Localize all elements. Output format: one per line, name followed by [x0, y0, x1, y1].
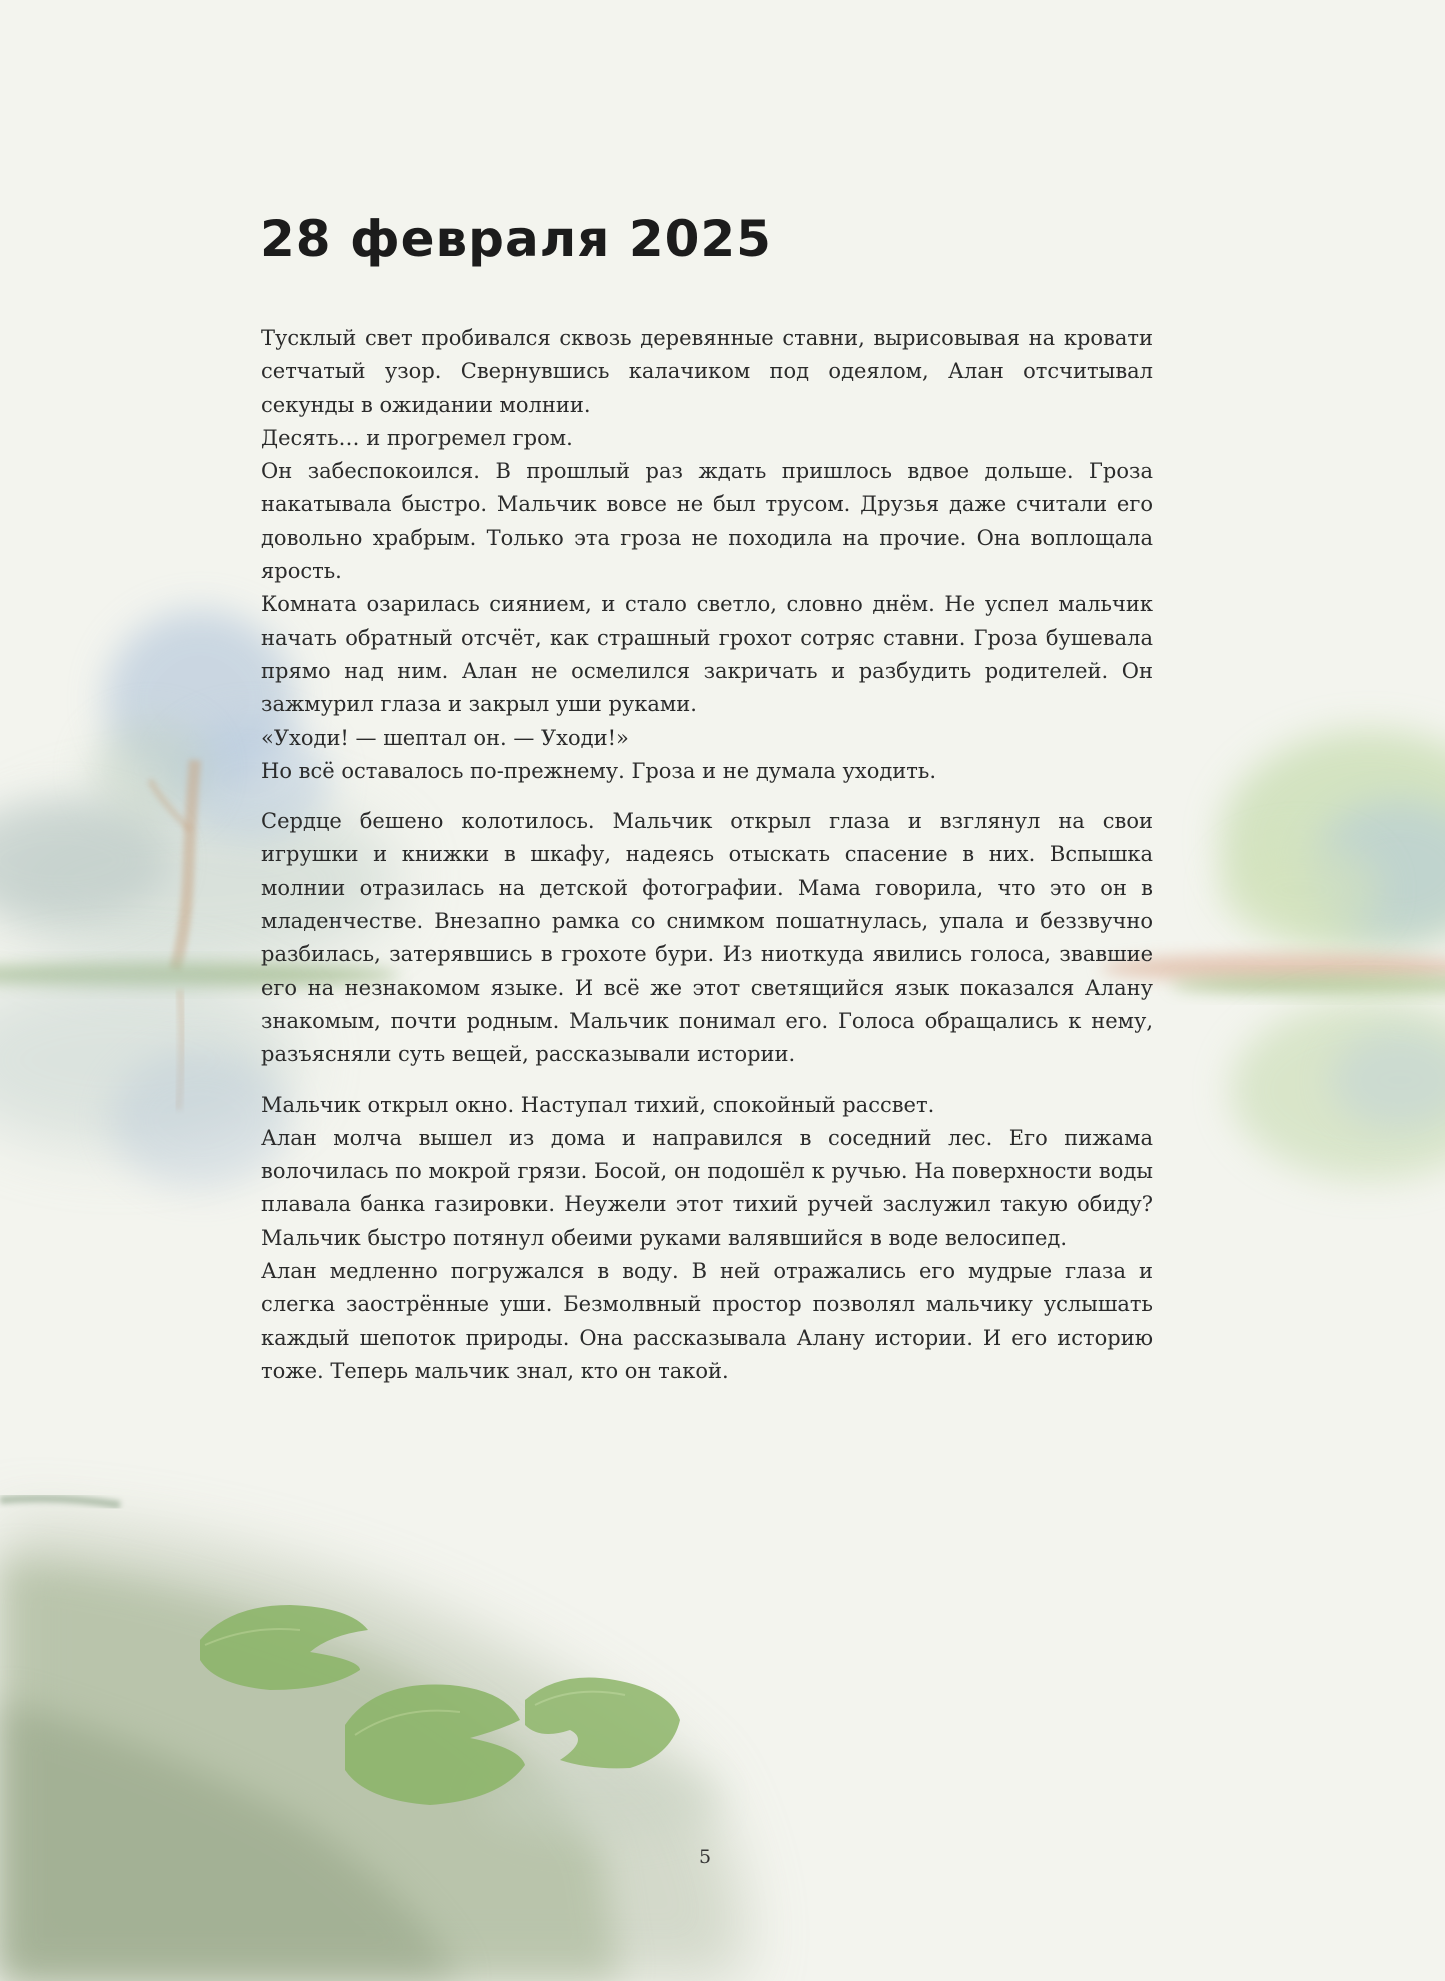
story-text — [261, 322, 1153, 1388]
paragraph: Сердце бешено колотилось. Мальчик открыл глаза и взглянул на свои игрушки и книжки в шкафу, надеясь отыскать спасение в них. Вспышка молнии отразилась на детской фотографии. Мама говорила, что это он в младенчестве. Внезапно рамка со снимком пошатнулась, упала и беззвучно разбилась, затерявшись в грохоте бури. Из ниоткуда явились голоса, звавшие его на незнакомом языке. И всё же этот светящийся язык показался Алану знакомым, почти родным. Мальчик понимал его. Голоса обращались к нему, разъясняли суть вещей, рассказывали истории. — [261, 809, 1153, 1067]
paragraph: Комната озарилась сиянием, и стало светло, словно днём. Не успел мальчик начать обратный отсчёт, как страшный грохот сотряс ставни. Гроза бушевала прямо над ним. Алан не осмелился закричать и разбудить родителей. Он зажмурил глаза и закрыл уши руками. — [261, 592, 1153, 717]
paragraph: Но всё оставалось по-прежнему. Гроза и не думала уходить. — [261, 758, 937, 783]
paragraph: Алан молча вышел из дома и направился в соседний лес. Его пижама волочилась по мокрой грязи. Босой, он подошёл к ручью. На поверхности воды плавала банка газировки. Неужели этот тихий ручей заслужил такую обиду? Мальчик быстро потянул обеими руками валявшийся в воде велосипед. — [261, 1125, 1153, 1250]
paragraph: Тусклый свет пробивался сквозь деревянные ставни, вырисовывая на кровати сетчатый узор. Свернувшись калачиком под одеялом, Алан отсчитывал секунды в ожидании молнии. — [261, 326, 1153, 417]
page-number: 5 — [698, 1846, 712, 1868]
paragraph: Десять… и прогремел гром. — [261, 425, 573, 450]
chapter-date-title: 28 февраля 2025 — [260, 210, 772, 268]
pond-scene — [0, 1498, 745, 1981]
paragraph: Он забеспокоился. В прошлый раз ждать пришлось вдвое дольше. Гроза накатывала быстро. Мальчик вовсе не был трусом. Друзья даже считали его довольно храбрым. Только эта гроза не походила на прочие. Она воплощала ярость. — [261, 459, 1153, 584]
paragraph: Алан медленно погружался в воду. В ней отражались его мудрые глаза и слегка заострённые уши. Безмолвный простор позволял мальчику услышать каждый шепоток природы. Она рассказывала Алану истории. И его историю тоже. Теперь мальчик знал, кто он такой. — [261, 1259, 1153, 1383]
paragraph: Мальчик открыл окно. Наступал тихий, спокойный рассвет. — [261, 1092, 935, 1117]
paragraph: «Уходи! — шептал он. — Уходи!» — [261, 725, 629, 750]
